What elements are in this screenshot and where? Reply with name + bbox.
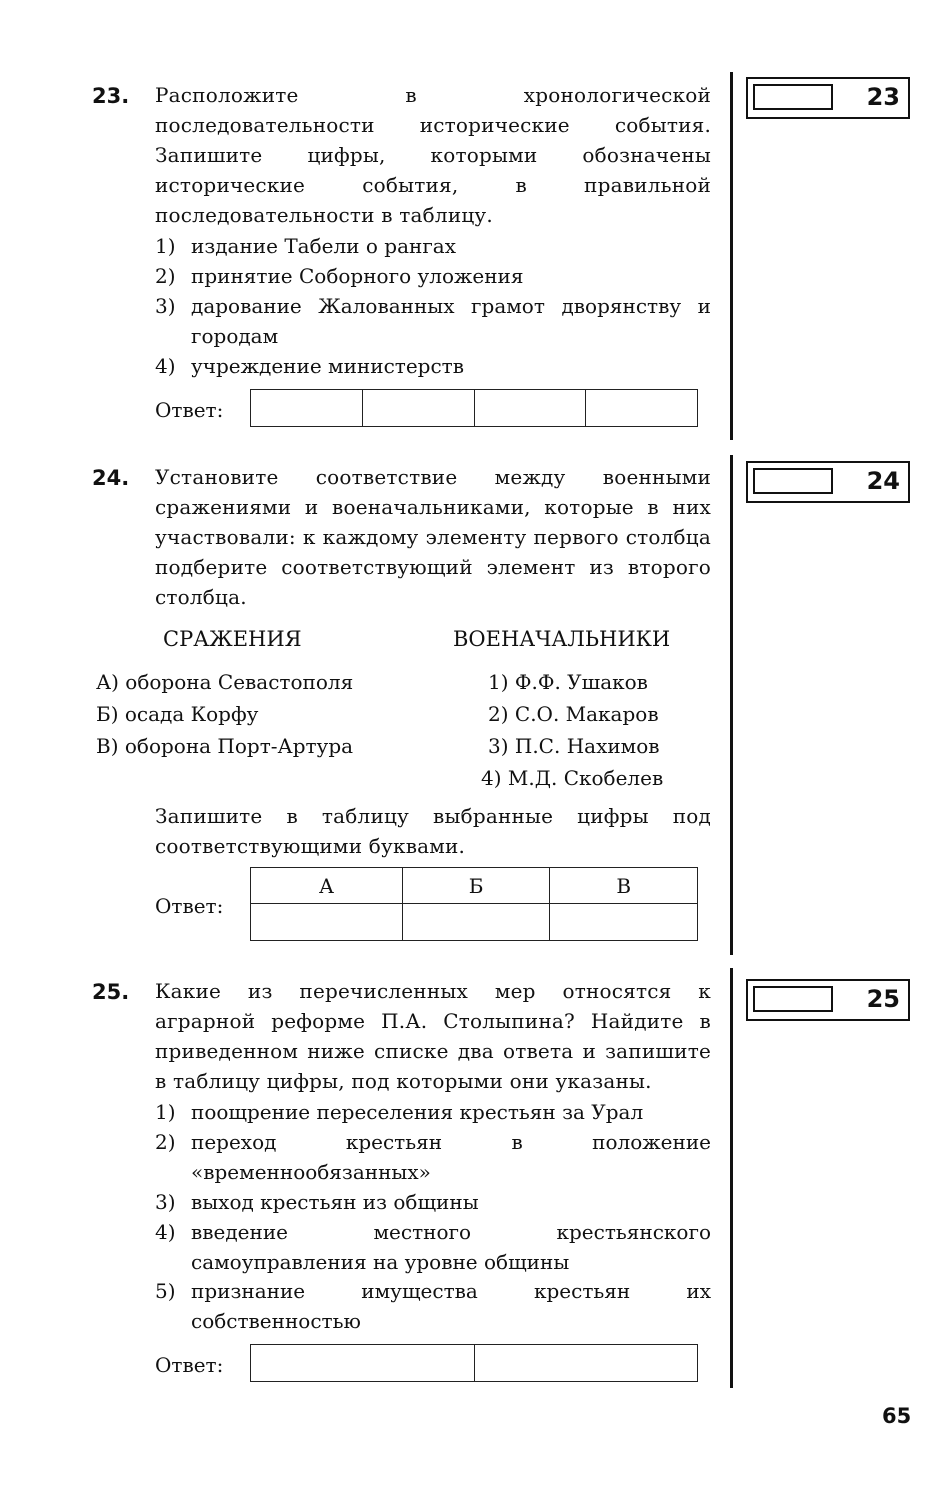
q23-answer-cell[interactable]	[251, 390, 363, 427]
q24-right-item: 2) С.О. Макаров	[488, 702, 659, 726]
q23-answer-cell[interactable]	[586, 390, 698, 427]
q23-option-3: 3) дарование Жалованных грамот дворянству и городам	[155, 294, 711, 348]
q24-answer-header: А	[251, 868, 403, 904]
question-25-number: 25.	[92, 980, 130, 1004]
q25-score-box	[746, 979, 910, 1021]
margin-line	[730, 968, 733, 1388]
q24-left-item: В) оборона Порт-Артура	[96, 734, 354, 758]
q24-left-item: Б) осада Корфу	[96, 702, 259, 726]
question-25-text: Какие из перечисленных мер относятся к аграрной реформе П.А. Столыпина? Найдите в приведенном ниже списке два ответа и запишите в таблицу цифры, под которыми они указаны.	[155, 979, 711, 1093]
q25-option-5: 5) признание имущества крестьян их собственностью	[155, 1279, 711, 1333]
q24-instruction: Запишите в таблицу выбранные цифры под соответствующими буквами.	[155, 804, 711, 858]
margin-line	[730, 72, 733, 440]
q24-answer-table	[250, 867, 698, 941]
q24-score-input[interactable]	[753, 468, 833, 494]
q24-answer-header: В	[550, 868, 698, 904]
q24-right-item: 3) П.С. Нахимов	[488, 734, 660, 758]
q23-answer-cell[interactable]	[362, 390, 474, 427]
q24-left-item: А) оборона Севастополя	[96, 670, 354, 694]
q25-option-1: 1) поощрение переселения крестьян за Урал	[155, 1100, 644, 1124]
q24-answer-cell[interactable]	[550, 904, 698, 941]
q23-answer-cell[interactable]	[474, 390, 586, 427]
q24-score-box	[746, 461, 910, 503]
q24-right-item: 1) Ф.Ф. Ушаков	[488, 670, 648, 694]
page-number: 65	[882, 1404, 912, 1428]
q23-score-box	[746, 77, 910, 119]
q25-answer-table	[250, 1344, 698, 1382]
question-24-text: Установите соответствие между военными сражениями и военачальниками, которые в них участвовали: к каждому элементу первого столбца подберите соответствующий элемент из второго столбца.	[155, 465, 711, 609]
question-24-number: 24.	[92, 466, 130, 490]
q25-answer-label: Ответ:	[155, 1353, 224, 1377]
q24-column-right-heading: ВОЕНАЧАЛЬНИКИ	[453, 627, 671, 651]
q23-option-4: 4) учреждение министерств	[155, 354, 465, 378]
q24-right-item: 4) М.Д. Скобелев	[481, 766, 664, 790]
question-23-number: 23.	[92, 84, 130, 108]
q24-column-left-heading: СРАЖЕНИЯ	[163, 627, 302, 651]
q25-option-3: 3) выход крестьян из общины	[155, 1190, 479, 1214]
q23-option-1: 1) издание Табели о рангах	[155, 234, 456, 258]
q24-answer-cell[interactable]	[402, 904, 550, 941]
q24-answer-label: Ответ:	[155, 894, 224, 918]
q24-answer-cell[interactable]	[251, 904, 403, 941]
q25-answer-cell[interactable]	[251, 1345, 475, 1382]
q23-score-label: 23	[866, 83, 900, 111]
q25-answer-cell[interactable]	[474, 1345, 698, 1382]
q25-score-label: 25	[866, 985, 900, 1013]
q23-score-input[interactable]	[753, 84, 833, 110]
q23-option-2: 2) принятие Соборного уложения	[155, 264, 524, 288]
q25-option-4: 4) введение местного крестьянского самоуправления на уровне общины	[155, 1220, 711, 1274]
q25-score-input[interactable]	[753, 986, 833, 1012]
q23-answer-label: Ответ:	[155, 398, 224, 422]
q24-answer-header: Б	[402, 868, 550, 904]
margin-line	[730, 455, 733, 955]
question-23-text: Расположите в хронологической последовательности исторические события. Запишите цифры, которыми обозначены исторические события, в правильной последовательности в таблицу.	[155, 83, 711, 227]
q23-answer-table	[250, 389, 698, 427]
q25-option-2: 2) переход крестьян в положение «временнообязанных»	[155, 1130, 711, 1184]
q24-score-label: 24	[866, 467, 900, 495]
